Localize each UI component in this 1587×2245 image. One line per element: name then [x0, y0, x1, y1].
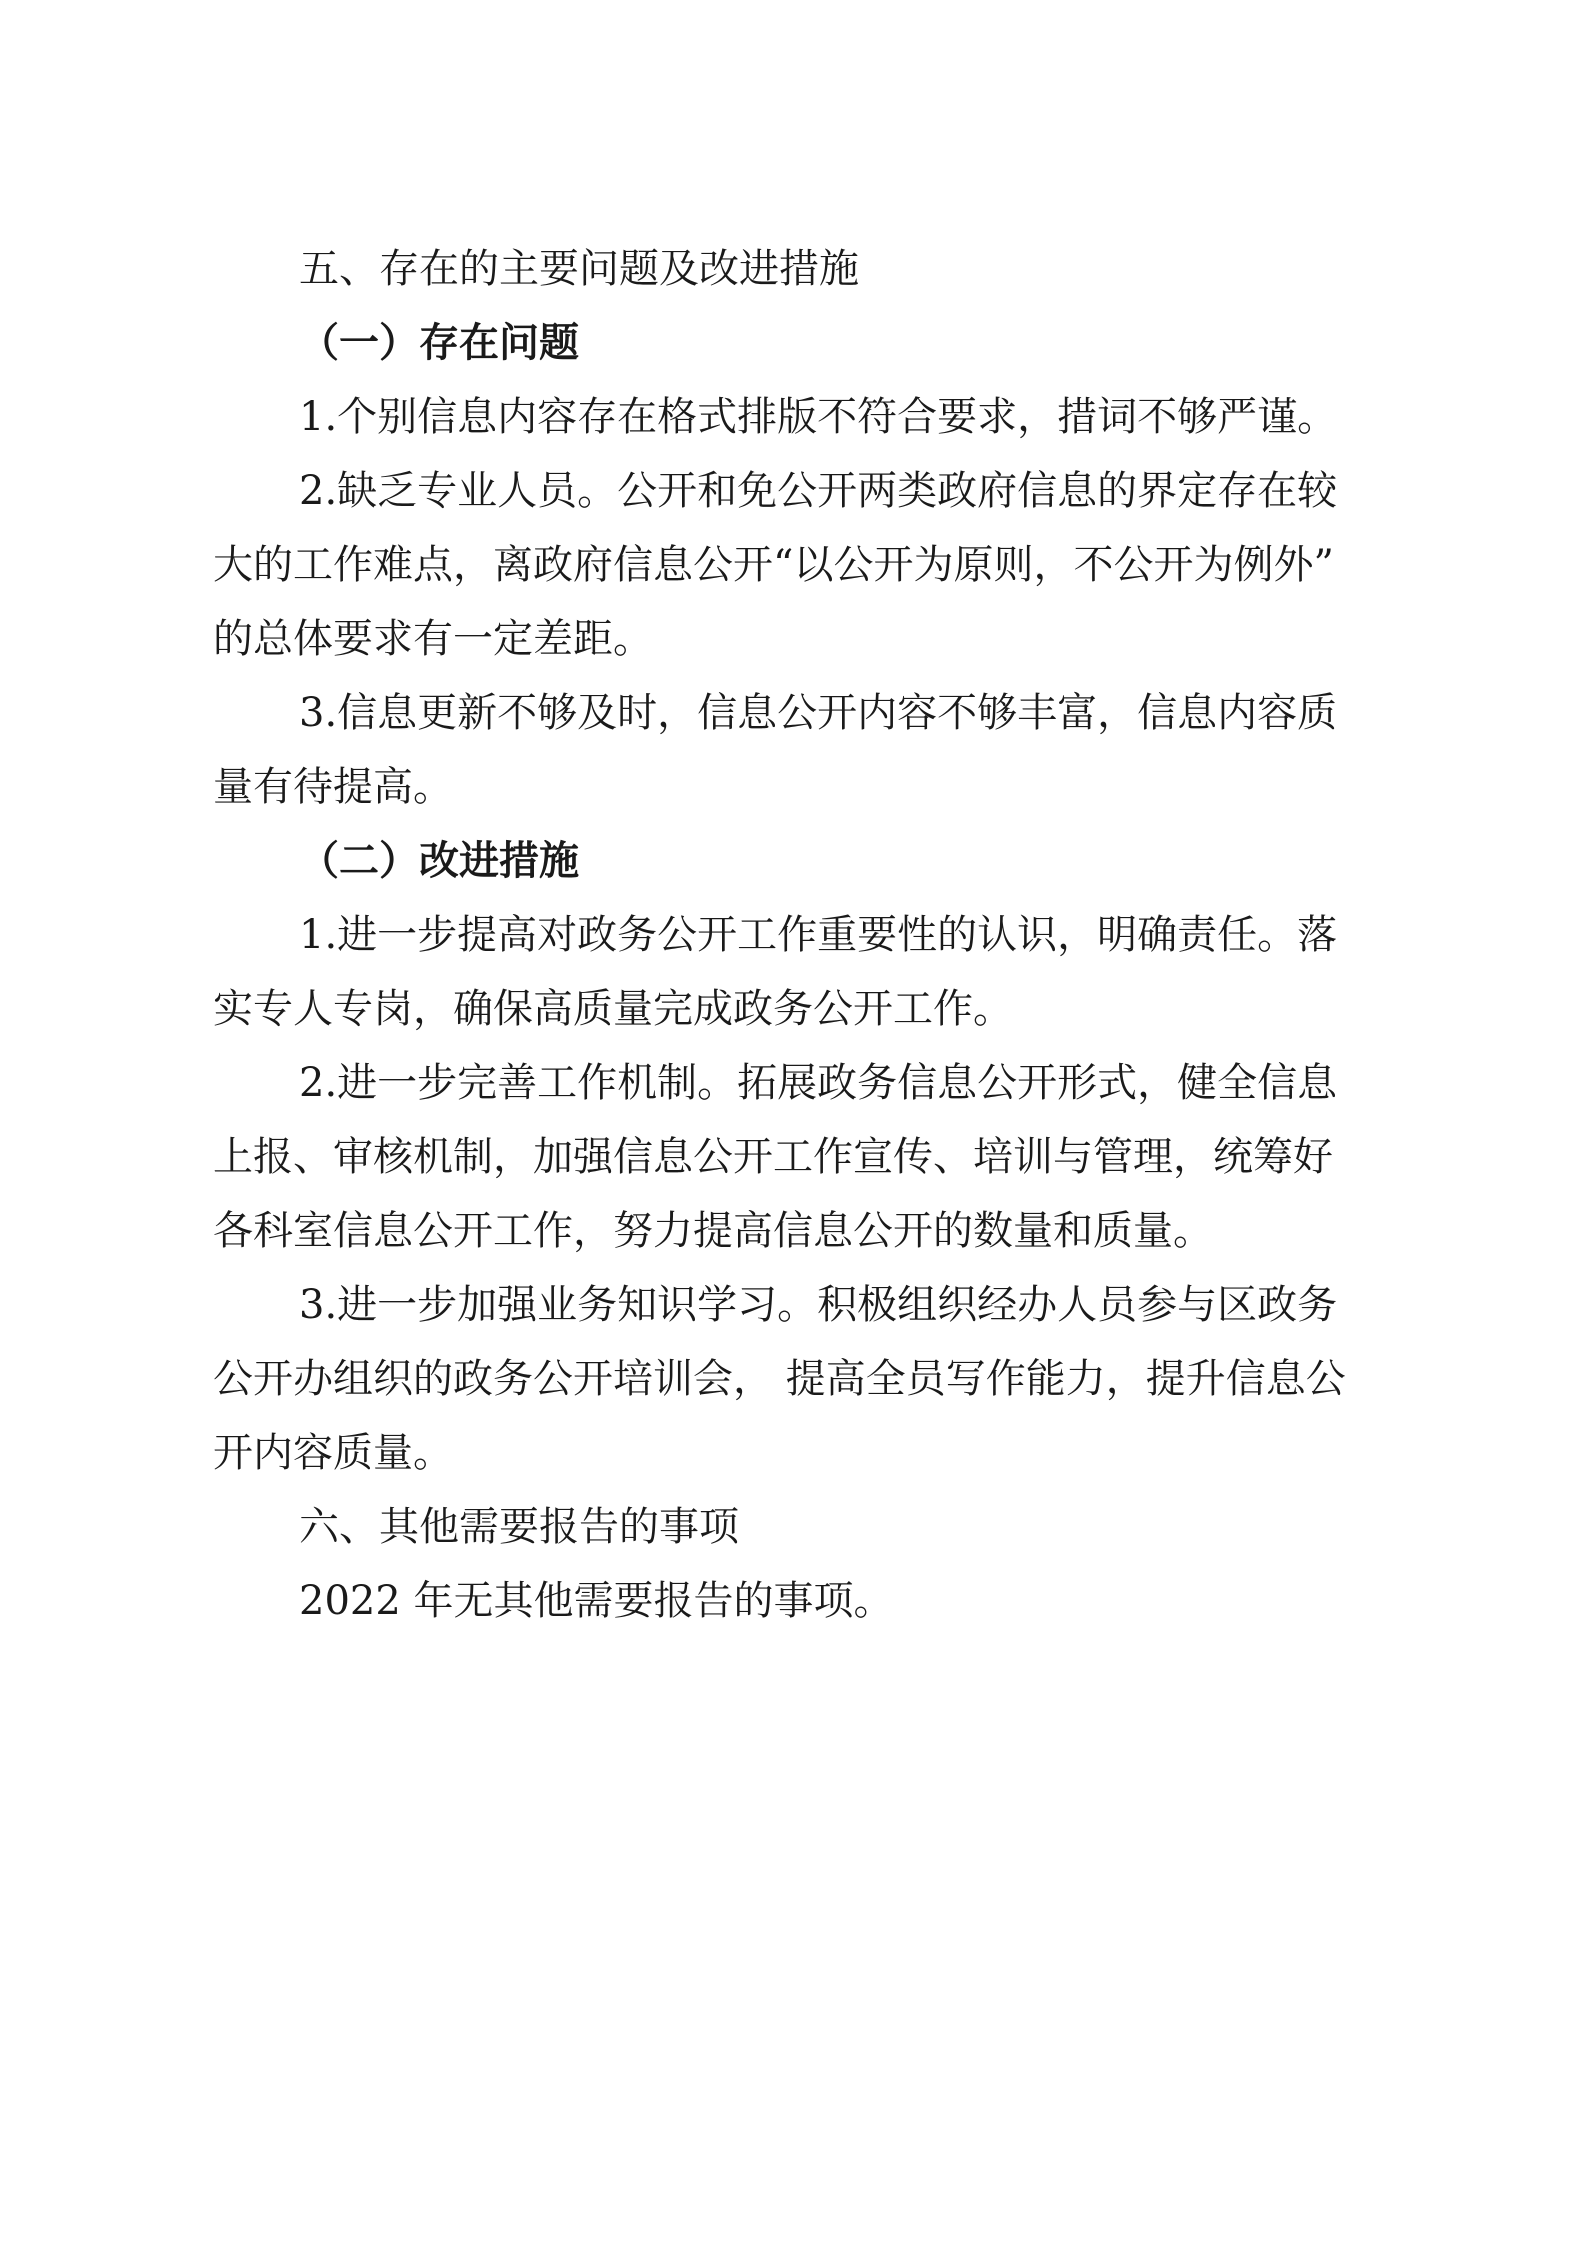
paragraph-line: 3.进一步加强业务知识学习。积极组织经办人员参与区政务 — [299, 1282, 1338, 1328]
paragraph-problem-3 — [213, 676, 1357, 824]
paragraph-problem-2 — [213, 454, 1357, 676]
document-body — [213, 232, 1357, 1638]
paragraph-line: 3.信息更新不够及时，信息公开内容不够丰富，信息内容质 — [299, 690, 1338, 736]
paragraph-line: 上报、审核机制，加强信息公开工作宣传、培训与管理，统筹好 — [213, 1134, 1333, 1180]
paragraph-problem-1 — [213, 380, 1357, 454]
paragraph-line: 2.缺乏专业人员。公开和免公开两类政府信息的界定存在较 — [299, 468, 1338, 514]
paragraph-line: 2.进一步完善工作机制。拓展政务信息公开形式，健全信息 — [299, 1060, 1338, 1106]
paragraph-line: 各科室信息公开工作，努力提高信息公开的数量和质量。 — [213, 1208, 1213, 1254]
paragraph-line: 1.进一步提高对政务公开工作重要性的认识，明确责任。落 — [299, 912, 1338, 958]
paragraph-measure-1 — [213, 898, 1357, 1046]
paragraph-line: 公开办组织的政务公开培训会， 提高全员写作能力，提升信息公 — [213, 1356, 1346, 1402]
paragraph-line: 2022 年无其他需要报告的事项。 — [299, 1578, 894, 1624]
paragraph-measure-2 — [213, 1046, 1357, 1268]
subsection-heading-problems: （一）存在问题 — [299, 319, 579, 366]
paragraph-line: 1.个别信息内容存在格式排版不符合要求，措词不够严谨。 — [299, 394, 1338, 440]
section-heading-other-matters: 六、其他需要报告的事项 — [299, 1504, 739, 1550]
subsection-heading-measures: （二）改进措施 — [299, 837, 579, 884]
paragraph-line: 的总体要求有一定差距。 — [213, 616, 653, 662]
paragraph-line: 大的工作难点，离政府信息公开“以公开为原则，不公开为例外” — [213, 542, 1334, 588]
paragraph-line: 实专人专岗，确保高质量完成政务公开工作。 — [213, 986, 1013, 1032]
paragraph-other-matters — [213, 1564, 1357, 1638]
section-heading-problems-and-measures: 五、存在的主要问题及改进措施 — [299, 246, 859, 292]
paragraph-measure-3 — [213, 1268, 1357, 1490]
paragraph-line: 量有待提高。 — [213, 764, 453, 810]
paragraph-line: 开内容质量。 — [213, 1430, 453, 1476]
